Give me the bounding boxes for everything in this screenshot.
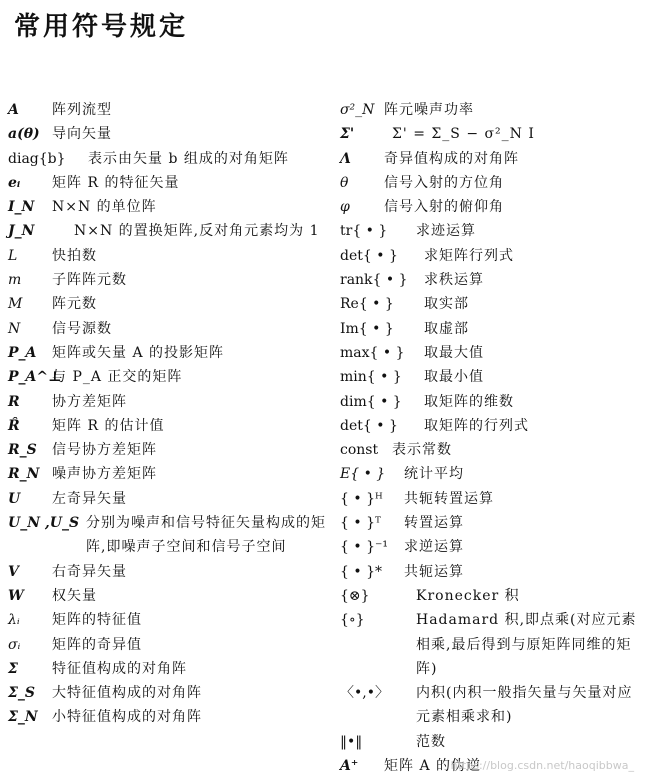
definition: 左奇异矢量: [52, 490, 127, 507]
definition: 导向矢量: [52, 126, 112, 143]
symbol: I_N: [8, 199, 35, 216]
symbol: P_A^⊥: [8, 369, 62, 386]
symbol: 〈•,•〉: [340, 685, 389, 702]
definition: 取矩阵的维数: [424, 393, 514, 410]
symbol: rank{ • }: [340, 272, 408, 289]
definition: Kronecker 积: [416, 587, 520, 604]
definition: 与 P_A 正交的矩阵: [52, 369, 183, 386]
definition: 矩阵或矢量 A 的投影矩阵: [52, 344, 225, 361]
definition: 取实部: [424, 296, 469, 313]
symbol: R: [8, 393, 20, 410]
left-entry-row: [8, 705, 330, 729]
watermark-url: https://blog.csdn.net/haoqibbwa_: [450, 759, 634, 772]
right-entry-row: [340, 195, 642, 219]
right-entry-row: [340, 365, 642, 389]
definition: N×N 的置换矩阵,反对角元素均为 1: [74, 223, 320, 240]
definition: 协方差矩阵: [52, 393, 127, 410]
symbol: Σ': [340, 126, 355, 143]
right-entry-row: [340, 560, 642, 584]
symbol: Σ: [8, 660, 18, 677]
right-entry-row: [340, 462, 642, 486]
right-entry-row: [340, 98, 642, 122]
symbol: {⊗}: [340, 587, 370, 604]
symbol: Σ_S: [8, 685, 36, 702]
definition: 取最大值: [424, 344, 484, 361]
right-entry-row: [340, 438, 642, 462]
symbol: M: [8, 296, 23, 313]
definition: 取矩阵的行列式: [424, 417, 529, 434]
definition: 求矩阵行列式: [424, 247, 514, 264]
definition: 取虚部: [424, 320, 469, 337]
definition: 求逆运算: [404, 539, 464, 556]
left-entry-row: [8, 511, 330, 560]
definition: 右奇异矢量: [52, 563, 127, 580]
definition: 奇异值构成的对角阵: [384, 150, 519, 167]
definition: 信号协方差矩阵: [52, 442, 157, 459]
symbol: min{ • }: [340, 369, 402, 386]
symbol: det{ • }: [340, 247, 398, 264]
right-entry-row: [340, 341, 642, 365]
right-entry-row: [340, 730, 642, 754]
right-entry-row: [340, 487, 642, 511]
left-entry-row: [8, 390, 330, 414]
symbol: σᵢ: [8, 636, 21, 653]
left-entry-row: [8, 365, 330, 389]
left-entry-row: [8, 219, 330, 243]
symbol: diag{b}: [8, 150, 66, 167]
symbol: tr{ • }: [340, 223, 388, 240]
right-entry-row: [340, 147, 642, 171]
definition: Hadamard 积,即点乘(对应元素相乘,最后得到与原矩阵同维的矩阵): [416, 612, 637, 677]
left-entry-row: [8, 244, 330, 268]
symbol: det{ • }: [340, 417, 398, 434]
definition: 求秩运算: [424, 272, 484, 289]
definition: N×N 的单位阵: [52, 199, 157, 216]
definition: 共轭运算: [404, 563, 464, 580]
definition: 小特征值构成的对角阵: [52, 709, 202, 726]
definition: 矩阵的奇异值: [52, 636, 142, 653]
definition: 表示常数: [392, 442, 452, 459]
definition: 表示由矢量 b 组成的对角矩阵: [88, 150, 289, 167]
definition: 权矢量: [52, 587, 97, 604]
right-entry-row: [340, 511, 642, 535]
definition: 噪声协方差矩阵: [52, 466, 157, 483]
symbol: θ: [340, 174, 349, 191]
symbol: { • }ᴴ: [340, 490, 383, 507]
symbol: W: [8, 587, 24, 604]
left-entry-row: [8, 122, 330, 146]
definition: 矩阵 R 的估计值: [52, 417, 165, 434]
definition: 阵列流型: [52, 102, 112, 118]
right-entry-row: [340, 244, 642, 268]
symbol: const: [340, 442, 379, 459]
symbol: A⁺: [340, 758, 359, 775]
definition: 信号入射的俯仰角: [384, 199, 504, 216]
left-entry-row: [8, 317, 330, 341]
definition: 矩阵 A 的伪逆: [384, 758, 482, 775]
symbol: E{ • }: [340, 466, 386, 483]
definition: 取最小值: [424, 369, 484, 386]
definition: 内积(内积一般指矢量与矢量对应元素相乘求和): [416, 685, 633, 726]
definition: 范数: [416, 733, 446, 750]
left-entry-row: [8, 487, 330, 511]
definition: 共轭转置运算: [404, 490, 494, 507]
left-entry-row: [8, 98, 330, 122]
left-entry-row: [8, 195, 330, 219]
symbol: P_A: [8, 344, 37, 361]
symbol: φ: [340, 199, 350, 216]
definition: 特征值构成的对角阵: [52, 660, 187, 677]
right-entry-row: [340, 317, 642, 341]
definition: 矩阵 R 的特征矢量: [52, 174, 180, 191]
symbol: λᵢ: [8, 612, 20, 629]
symbol: ‖•‖: [340, 733, 363, 750]
symbol: V: [8, 563, 19, 580]
right-entry-row: [340, 584, 642, 608]
symbol: R_N: [8, 466, 40, 483]
left-symbol-list: [8, 98, 330, 730]
left-entry-row: [8, 292, 330, 316]
left-entry-row: [8, 341, 330, 365]
symbol: { • }⁻¹: [340, 539, 388, 556]
left-entry-row: [8, 268, 330, 292]
definition: 分别为噪声和信号特征矢量构成的矩阵,即噪声子空间和信号子空间: [86, 515, 326, 556]
left-entry-row: [8, 462, 330, 486]
symbol: {∘}: [340, 612, 365, 629]
right-entry-row: [340, 681, 642, 730]
left-entry-row: [8, 438, 330, 462]
symbol: m: [8, 272, 22, 289]
definition: 信号源数: [52, 320, 112, 337]
right-entry-row: [340, 414, 642, 438]
symbol: { • }ᵀ: [340, 515, 381, 532]
symbol: dim{ • }: [340, 393, 402, 410]
symbol: Σ_N: [8, 709, 38, 726]
symbol: σ²_N: [340, 102, 375, 118]
definition: 阵元数: [52, 296, 97, 313]
left-entry-row: [8, 608, 330, 632]
symbol: N: [8, 320, 21, 337]
symbol: L: [8, 247, 18, 264]
symbol: Λ: [340, 150, 351, 167]
symbol: eᵢ: [8, 174, 21, 191]
left-entry-row: [8, 633, 330, 657]
definition: 子阵阵元数: [52, 272, 127, 289]
left-entry-row: [8, 560, 330, 584]
right-entry-row: [340, 122, 642, 146]
right-entry-row: [340, 535, 642, 559]
left-entry-row: [8, 147, 330, 171]
page-title: 常用符号规定: [14, 12, 189, 42]
definition: 转置运算: [404, 515, 464, 532]
symbol: Im{ • }: [340, 320, 394, 337]
left-entry-row: [8, 414, 330, 438]
right-entry-row: [340, 219, 642, 243]
left-entry-row: [8, 584, 330, 608]
left-entry-row: [8, 171, 330, 195]
definition: 大特征值构成的对角阵: [52, 685, 202, 702]
left-entry-row: [8, 681, 330, 705]
right-entry-row: [340, 390, 642, 414]
definition: 矩阵的特征值: [52, 612, 142, 629]
definition: 求迹运算: [416, 223, 476, 240]
symbol: U: [8, 490, 21, 507]
symbol: { • }*: [340, 563, 382, 580]
definition: 快拍数: [52, 247, 97, 264]
left-entry-row: [8, 657, 330, 681]
right-entry-row: [340, 608, 642, 681]
definition: 信号入射的方位角: [384, 174, 504, 191]
right-entry-row: [340, 171, 642, 195]
definition: Σ' = Σ_S − σ²_N I: [392, 126, 535, 143]
definition: 阵元噪声功率: [384, 102, 474, 118]
symbol: R̂: [8, 417, 20, 434]
right-symbol-list: [340, 98, 642, 778]
right-entry-row: [340, 268, 642, 292]
definition: 统计平均: [404, 466, 464, 483]
symbol: Re{ • }: [340, 296, 394, 313]
symbol: U_N ,U_S: [8, 515, 80, 532]
right-entry-row: [340, 292, 642, 316]
symbol: R_S: [8, 442, 37, 459]
symbol: max{ • }: [340, 344, 405, 361]
symbol: A: [8, 102, 19, 118]
symbol: a(θ): [8, 126, 40, 143]
symbol: J_N: [8, 223, 35, 240]
